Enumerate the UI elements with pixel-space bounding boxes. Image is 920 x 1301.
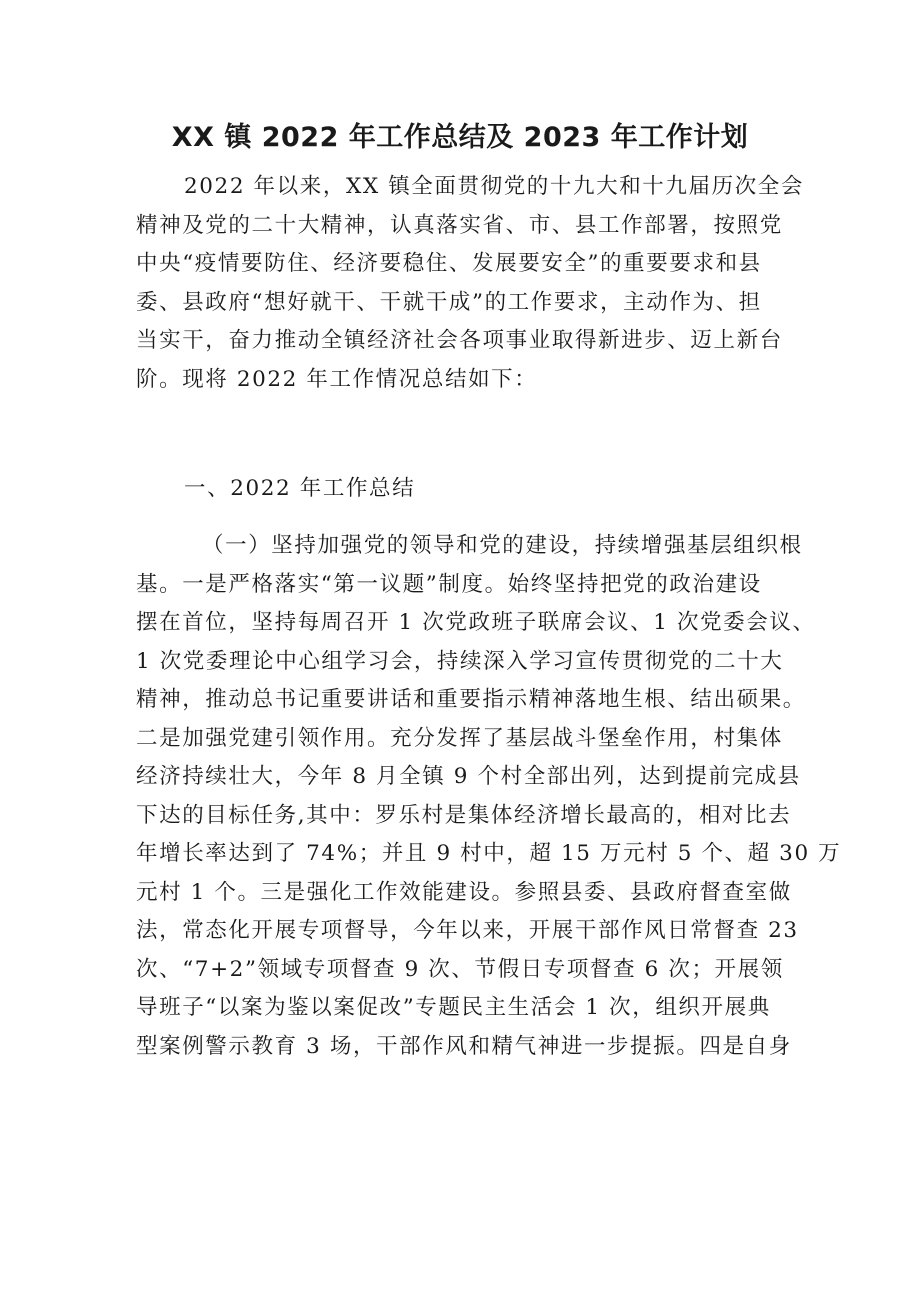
section-heading: 一、2022 年工作总结: [184, 476, 416, 501]
text-line: （一）坚持加强党的领导和党的建设，持续增强基层组织根: [202, 533, 803, 558]
text-line: 委、县政府“想好就干、干就干成”的工作要求，主动作为、担: [136, 289, 762, 315]
text-line: 阶。现将 2022 年工作情况总结如下：: [136, 366, 538, 392]
text-line: 精神，推动总书记重要讲话和重要指示精神落地生根、结出硕果。: [136, 687, 806, 712]
text-line: 精神及党的二十大精神，认真落实省、市、县工作部署，按照党: [136, 212, 783, 238]
text-line: 次、“7+2”领域专项督查 9 次、节假日专项督查 6 次；开展领: [136, 956, 784, 982]
text-line: 元村 1 个。三是强化工作效能建设。参照县委、县政府督查室做: [136, 879, 792, 905]
text-line: 法，常态化开展专项督导，今年以来，开展干部作风日常督查 23: [136, 918, 799, 943]
text-line: 年增长率达到了 74%；并且 9 村中，超 15 万元村 5 个、超 30 万: [136, 841, 842, 866]
section-1-paragraph: [136, 527, 842, 1066]
document-title: XX 镇 2022 年工作总结及 2023 年工作计划: [171, 122, 749, 153]
text-line: 导班子“以案为鉴以案促改”专题民主生活会 1 次，组织开展典: [136, 995, 771, 1020]
text-line: 二是加强党建引领作用。充分发挥了基层战斗堡垒作用，村集体: [136, 725, 783, 751]
text-line: 中央“疫情要防住、经济要稳住、发展要安全”的重要要求和县: [136, 251, 762, 276]
intro-paragraph: [136, 168, 802, 399]
text-line: 2022 年以来，XX 镇全面贯彻党的十九大和十九届历次全会: [184, 174, 804, 199]
text-line: 下达的目标任务,其中：罗乐村是集体经济增长最高的，相对比去: [136, 802, 792, 828]
text-line: 1 次党委理论中心组学习会，持续深入学习宣传贯彻党的二十大: [136, 648, 784, 674]
text-line: 经济持续壮大，今年 8 月全镇 9 个村全部出列，达到提前完成县: [136, 764, 801, 789]
text-line: 基。一是严格落实“第一议题”制度。始终坚持把党的政治建设: [136, 571, 762, 597]
text-line: 摆在首位，坚持每周召开 1 次党政班子联席会议、1 次党委会议、: [136, 610, 816, 635]
text-line: 型案例警示教育 3 场，干部作风和精气神进一步提振。四是自身: [136, 1033, 792, 1059]
text-line: 当实干，奋力推动全镇经济社会各项事业取得新进步、迈上新台: [136, 328, 783, 353]
